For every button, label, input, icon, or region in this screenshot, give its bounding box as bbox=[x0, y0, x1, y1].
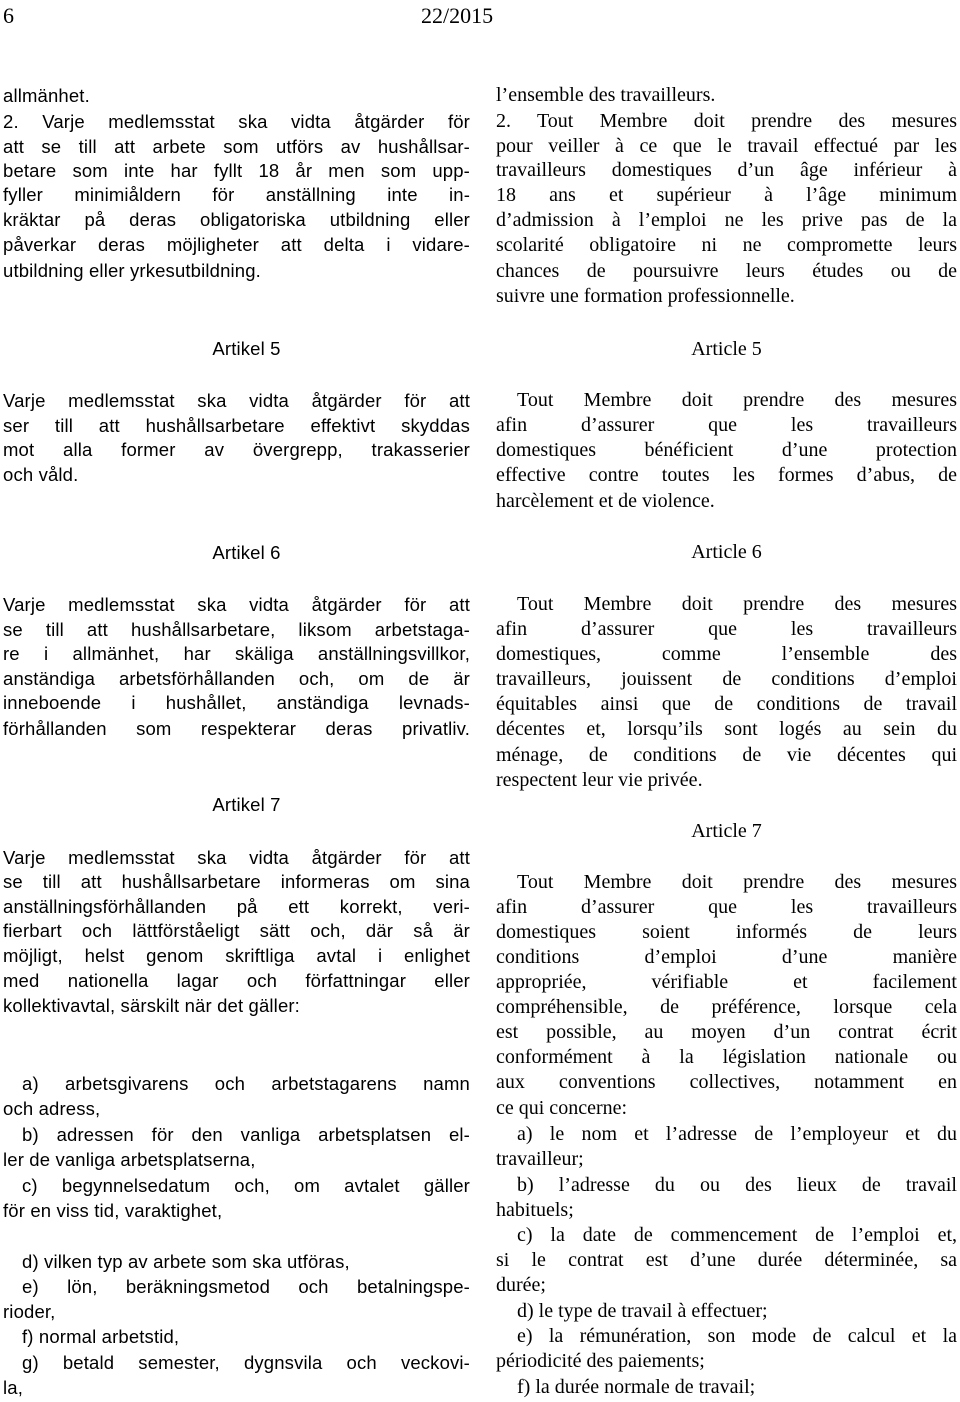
fr-list-item: d) le type de travail à effectuer; bbox=[517, 1300, 768, 1322]
sv-line: mot alla former av övergrepp, trakasserier bbox=[3, 439, 470, 460]
fr-line: ce qui concerne: bbox=[496, 1097, 628, 1119]
sv-line: allmänhet. bbox=[3, 85, 90, 106]
sv-line: kollektivavtal, särskilt när det gäller: bbox=[3, 995, 300, 1016]
fr-line: suivre une formation professionnelle. bbox=[496, 285, 795, 307]
sv-line: se till att hushållsarbetare, liksom arbetstaga- bbox=[3, 619, 470, 640]
fr-article-5-heading: Article 5 bbox=[691, 338, 762, 360]
sv-list-item: f) normal arbetstid, bbox=[22, 1326, 180, 1347]
sv-line: fierbart och lättförståeligt sätt och, där så är bbox=[3, 920, 470, 941]
fr-list-item: e) la rémunération, son mode de calcul et la bbox=[517, 1325, 957, 1347]
sv-line: utbildning eller yrkesutbildning. bbox=[3, 260, 261, 281]
sv-list-item: b) adressen för den vanliga arbetsplatsen el- bbox=[22, 1124, 470, 1145]
sv-list-item: och adress, bbox=[3, 1098, 101, 1119]
fr-list-item: durée; bbox=[496, 1274, 546, 1296]
fr-line: domestiques soient informés de leurs bbox=[496, 921, 957, 943]
fr-line: travailleurs, jouissent de conditions d’emploi bbox=[496, 668, 957, 690]
sv-line: Varje medlemsstat ska vidta åtgärder för att bbox=[3, 847, 470, 868]
sv-line: inneboende i hushållet, anständiga levnads- bbox=[3, 692, 470, 713]
fr-line: Tout Membre doit prendre des mesures bbox=[517, 389, 957, 411]
fr-line: est possible, au moyen d’un contrat écrit bbox=[496, 1021, 957, 1043]
sv-list-item: c) begynnelsedatum och, om avtalet gäller bbox=[22, 1175, 470, 1196]
fr-line: Tout Membre doit prendre des mesures bbox=[517, 593, 957, 615]
sv-list-item: la, bbox=[3, 1377, 23, 1398]
sv-line: kräktar på deras obligatoriska utbildning eller bbox=[3, 209, 470, 230]
fr-list-item: périodicité des paiements; bbox=[496, 1350, 705, 1372]
fr-line: appropriée, vérifiable et facilement bbox=[496, 971, 957, 993]
fr-line: domestiques, comme l’ensemble des bbox=[496, 643, 957, 665]
fr-line: équitables ainsi que de conditions de travail bbox=[496, 693, 957, 715]
fr-line: ménage, de conditions de vie décentes qui bbox=[496, 744, 957, 766]
sv-list-item: g) betald semester, dygnsvila och veckovi- bbox=[22, 1352, 470, 1373]
sv-line: betare som inte har fyllt 18 år men som upp- bbox=[3, 160, 470, 181]
sv-line: möjligt, helst genom skriftliga avtal i enlighet bbox=[3, 945, 470, 966]
fr-list-item: travailleur; bbox=[496, 1148, 584, 1170]
sv-line: att se till att arbete som utförs av hushållsar- bbox=[3, 136, 470, 157]
fr-line: afin d’assurer que les travailleurs bbox=[496, 414, 957, 436]
sv-line: Varje medlemsstat ska vidta åtgärder för att bbox=[3, 594, 470, 615]
fr-line: domestiques bénéficient d’une protection bbox=[496, 439, 957, 461]
sv-line: anställningsförhållanden på ett korrekt, veri- bbox=[3, 896, 470, 917]
sv-article-6-heading: Artikel 6 bbox=[212, 542, 281, 563]
fr-list-item: f) la durée normale de travail; bbox=[517, 1376, 756, 1398]
fr-line: conditions d’emploi d’une manière bbox=[496, 946, 957, 968]
fr-line: chances de poursuivre leurs études ou de bbox=[496, 260, 957, 282]
issue-number: 22/2015 bbox=[421, 3, 494, 28]
fr-line: décentes et, lorsqu’ils sont logés au sein du bbox=[496, 718, 957, 740]
sv-line: förhållanden som respekterar deras privatliv. bbox=[3, 718, 470, 739]
sv-line: Varje medlemsstat ska vidta åtgärder för att bbox=[3, 390, 470, 411]
fr-article-7-heading: Article 7 bbox=[691, 820, 762, 842]
fr-line: compréhensible, de préférence, lorsque cela bbox=[496, 996, 957, 1018]
sv-article-5-heading: Artikel 5 bbox=[212, 338, 281, 359]
fr-line: conformément à la législation nationale ou bbox=[496, 1046, 957, 1068]
sv-line: med nationella lagar och författningar eller bbox=[3, 970, 470, 991]
sv-list-item: e) lön, beräkningsmetod och betalningspe- bbox=[22, 1276, 470, 1297]
fr-line: travailleurs domestiques d’un âge inférieur à bbox=[496, 159, 957, 181]
sv-article-7-heading: Artikel 7 bbox=[212, 794, 281, 815]
sv-line: se till att hushållsarbetare informeras om sina bbox=[3, 871, 470, 892]
sv-line: re i allmänhet, har skäliga anställningsvillkor, bbox=[3, 643, 470, 664]
sv-line: påverkar deras möjligheter att delta i vidare- bbox=[3, 234, 470, 255]
fr-list-item: a) le nom et l’adresse de l’employeur et du bbox=[517, 1123, 957, 1145]
fr-line: Tout Membre doit prendre des mesures bbox=[517, 871, 957, 893]
sv-list-item: rioder, bbox=[3, 1301, 56, 1322]
sv-line: ser till att hushållsarbetare effektivt skyddas bbox=[3, 415, 470, 436]
fr-line: respectent leur vie privée. bbox=[496, 769, 703, 791]
sv-line: anständiga arbetsförhållanden och, om de är bbox=[3, 668, 470, 689]
sv-line: fyller minimiåldern för anställning inte in- bbox=[3, 184, 470, 205]
fr-line: afin d’assurer que les travailleurs bbox=[496, 618, 957, 640]
fr-line: afin d’assurer que les travailleurs bbox=[496, 896, 957, 918]
fr-line: pour veiller à ce que le travail effectué par les bbox=[496, 135, 957, 157]
fr-line: l’ensemble des travailleurs. bbox=[496, 84, 716, 106]
sv-list-item: för en viss tid, varaktighet, bbox=[3, 1200, 223, 1221]
fr-article-6-heading: Article 6 bbox=[691, 541, 762, 563]
fr-line: 2. Tout Membre doit prendre des mesures bbox=[496, 110, 957, 132]
fr-line: aux conventions collectives, notamment en bbox=[496, 1071, 957, 1093]
sv-list-item: d) vilken typ av arbete som ska utföras, bbox=[22, 1251, 350, 1272]
fr-list-item: c) la date de commencement de l’emploi et, bbox=[517, 1224, 957, 1246]
fr-list-item: habituels; bbox=[496, 1199, 574, 1221]
fr-line: d’admission à l’emploi ne les prive pas de la bbox=[496, 209, 957, 231]
page-number: 6 bbox=[3, 3, 14, 28]
fr-line: 18 ans et supérieur à l’âge minimum bbox=[496, 184, 957, 206]
fr-list-item: b) l’adresse du ou des lieux de travail bbox=[517, 1174, 957, 1196]
sv-list-item: ler de vanliga arbetsplatserna, bbox=[3, 1149, 256, 1170]
sv-line: 2. Varje medlemsstat ska vidta åtgärder för bbox=[3, 111, 470, 132]
fr-line: scolarité obligatoire ni ne compromette leurs bbox=[496, 234, 957, 256]
fr-list-item: si le contrat est d’une durée déterminée, sa bbox=[496, 1249, 957, 1271]
fr-line: harcèlement et de violence. bbox=[496, 490, 715, 512]
sv-list-item: a) arbetsgivarens och arbetstagarens namn bbox=[22, 1073, 470, 1094]
sv-line: och våld. bbox=[3, 464, 79, 485]
fr-line: effective contre toutes les formes d’abus, de bbox=[496, 464, 957, 486]
